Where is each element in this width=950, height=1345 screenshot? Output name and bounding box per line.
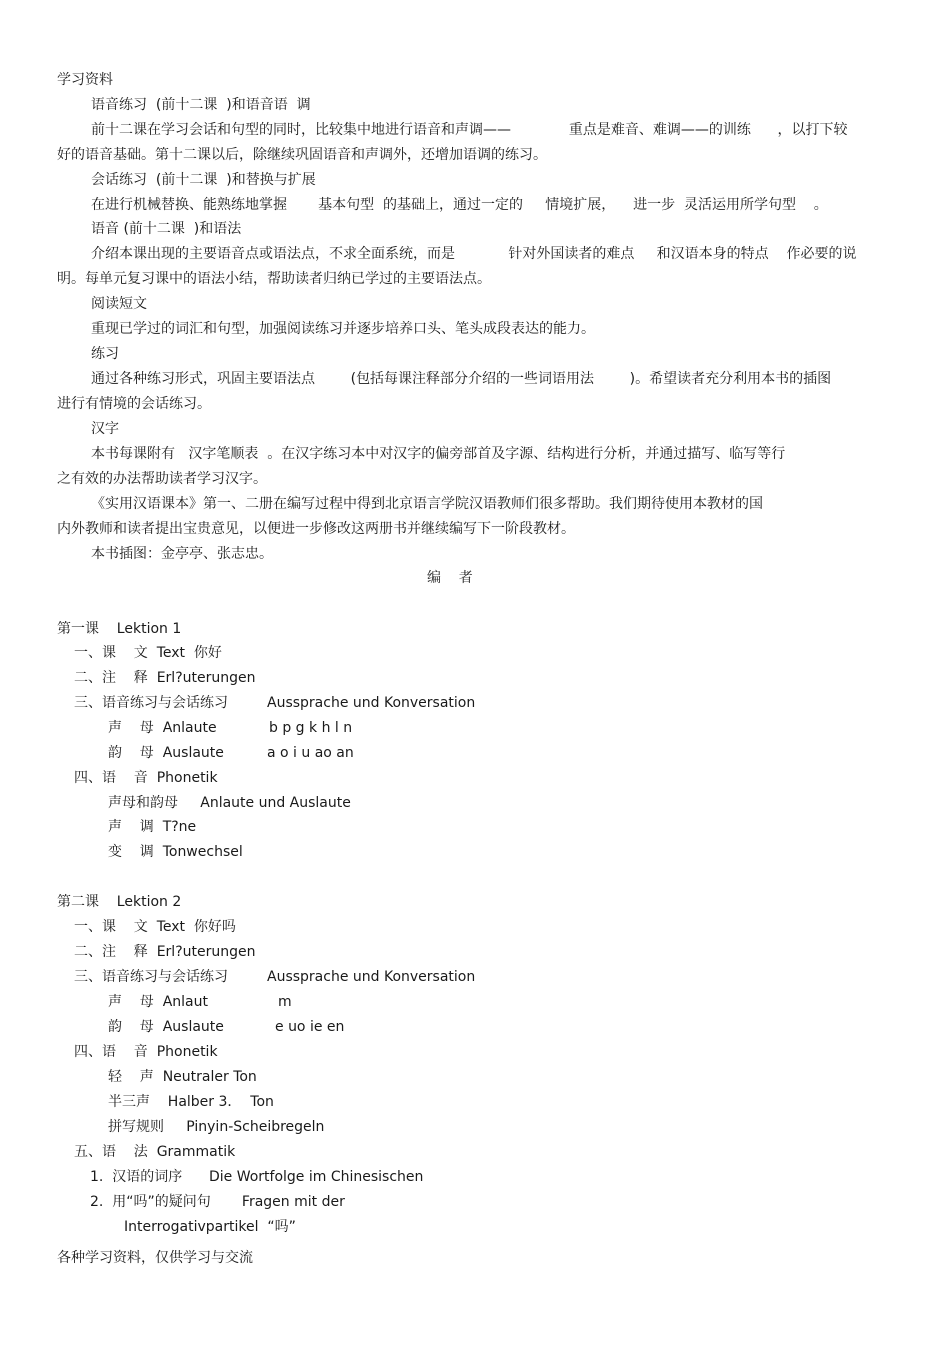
lesson1-finals-values: a o i u ao an [267,745,354,761]
lesson2-grammar-questions-cont: Interrogativpartikel “吗” [124,1219,296,1235]
editors-signature: 编 者 [427,570,473,586]
section-conversation-para: 在进行机械替换、能熟练地掌握 基本句型 的基础上，通过一定的 情境扩展， 进一步 灵活运用所学句型 。 [91,197,828,213]
lesson1-item-phonetics: 四、语 音 Phonetik [74,770,218,786]
lesson2-initials-values: m [278,994,292,1010]
lesson1-finals: 韵 母 Auslaute [108,745,224,761]
acknowledgement-line2: 内外教师和读者提出宝贵意见，以便进一步修改这两册书并继续编写下一阶段教材。 [57,521,575,537]
section-phonetics-title: 语音练习 (前十二课 )和语音语 调 [91,97,311,113]
lesson2-grammar-word-order: 1. 汉语的词序 Die Wortfolge im Chinesischen [90,1169,424,1185]
lesson2-finals-values: e uo ie en [275,1019,345,1035]
section-conversation-title: 会话练习 (前十二课 )和替换与扩展 [91,172,316,188]
section-reading-para: 重现已学过的词汇和句型，加强阅读练习并逐步培养口头、笔头成段表达的能力。 [91,321,595,337]
footer-label: 各种学习资料，仅供学习与交流 [57,1250,253,1266]
lesson2-item-phonetics-conversation-de: Aussprache und Konversation [267,969,476,985]
lesson2-item-notes: 二、注 释 Erl?uterungen [74,944,256,960]
lesson2-item-grammar: 五、语 法 Grammatik [74,1144,236,1160]
section-reading-title: 阅读短文 [91,296,147,312]
lesson1-item-notes: 二、注 释 Erl?uterungen [74,670,256,686]
lesson2-item-phonetics: 四、语 音 Phonetik [74,1044,218,1060]
section-grammar-para-line1: 介绍本课出现的主要语音点或语法点，不求全面系统，而是 针对外国读者的难点 和汉语本身的特点 作必要的说 [91,246,857,262]
lesson1-title: 第一课 Lektion 1 [57,621,182,637]
lesson2-grammar-questions: 2. 用“吗”的疑问句 Fragen mit der [90,1194,345,1210]
section-grammar-para-line2: 明。每单元复习课中的语法小结，帮助读者归纳已学过的主要语法点。 [57,271,491,287]
lesson2-half-third-tone: 半三声 Halber 3． Ton [108,1094,274,1110]
lesson1-item-text: 一、课 文 Text 你好 [74,645,222,661]
section-characters-para-line2: 之有效的办法帮助读者学习汉字。 [57,471,267,487]
section-exercises-para-line2: 进行有情境的会话练习。 [57,396,211,412]
lesson2-initials: 声 母 Anlaut [108,994,208,1010]
lesson2-title: 第二课 Lektion 2 [57,894,182,910]
section-exercises-title: 练习 [91,346,119,362]
section-phonetics-para-line1: 前十二课在学习会话和句型的同时，比较集中地进行语音和声调—— 重点是难音、难调——的训练 ，以打下较 [91,122,848,138]
lesson1-item-phonetics-conversation: 三、语音练习与会话练习 [74,695,228,711]
acknowledgement-line1: 《实用汉语课本》第一、二册在编写过程中得到北京语言学院汉语教师们很多帮助。我们期待使用本教材的国 [91,496,763,512]
section-exercises-para-line1: 通过各种练习形式，巩固主要语法点 (包括每课注释部分介绍的一些词语用法 )。希望读者充分利用本书的插图 [91,371,832,387]
lesson2-spelling-rules: 拼写规则 Pinyin-Scheibregeln [108,1119,325,1135]
section-characters-para-line1: 本书每课附有 汉字笔顺表 。在汉字练习本中对汉字的偏旁部首及字源、结构进行分析，并通过描写、临写等行 [91,446,786,462]
section-characters-title: 汉字 [91,421,119,437]
lesson1-item-phonetics-conversation-de: Aussprache und Konversation [267,695,476,711]
lesson1-initials-and-finals: 声母和韵母 Anlaute und Auslaute [108,795,351,811]
lesson2-item-phonetics-conversation: 三、语音练习与会话练习 [74,969,228,985]
section-grammar-title: 语音 (前十二课 )和语法 [91,221,242,237]
header-label: 学习资料 [57,72,113,88]
lesson1-initials: 声 母 Anlaute [108,720,217,736]
lesson1-tones: 声 调 T?ne [108,819,197,835]
lesson2-item-text: 一、课 文 Text 你好吗 [74,919,236,935]
lesson1-tone-change: 变 调 Tonwechsel [108,844,243,860]
lesson2-neutral-tone: 轻 声 Neutraler Ton [108,1069,257,1085]
illustrators-credit: 本书插图：金亭亭、张志忠。 [91,546,273,562]
lesson1-initials-values: b p g k h l n [269,720,353,736]
section-phonetics-para-line2: 好的语音基础。第十二课以后，除继续巩固语音和声调外，还增加语调的练习。 [57,147,547,163]
lesson2-finals: 韵 母 Auslaute [108,1019,224,1035]
